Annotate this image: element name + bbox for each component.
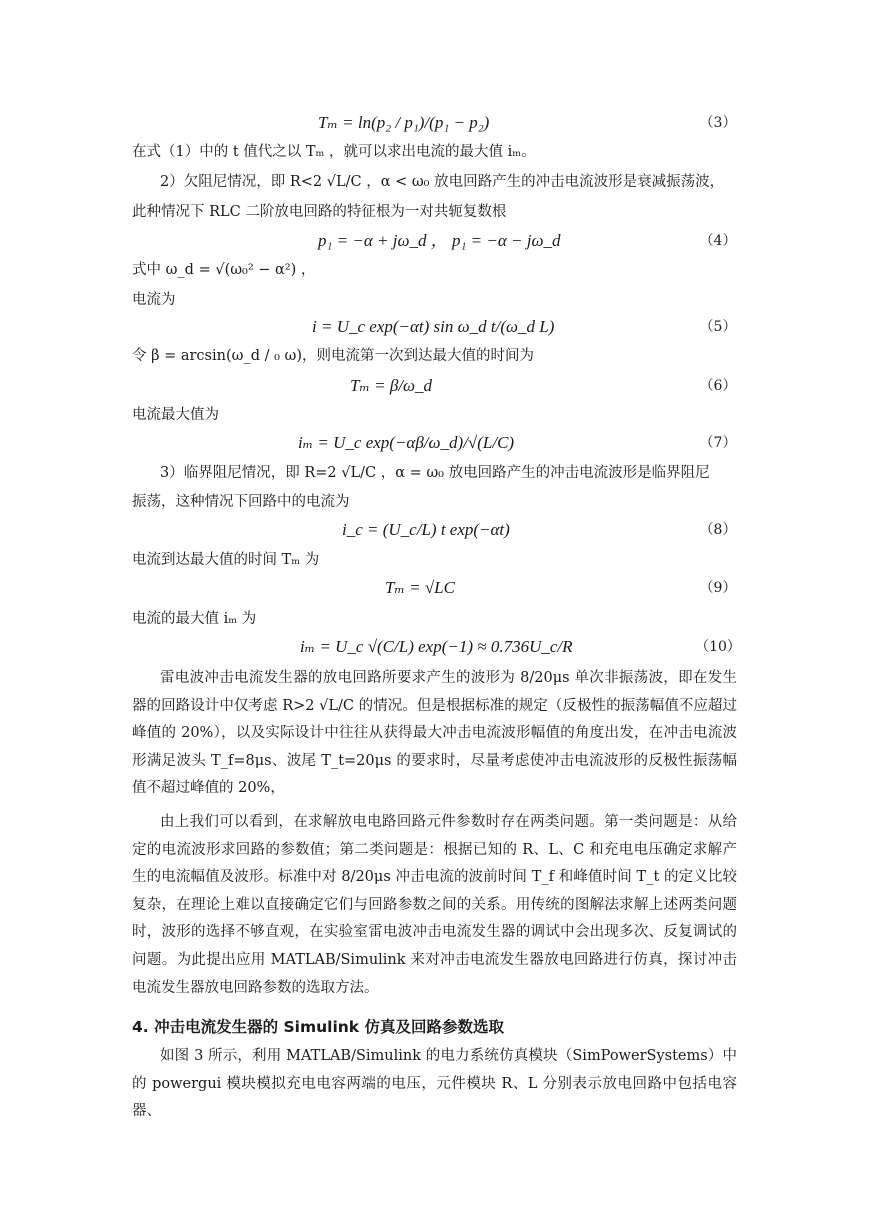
critical-damping-line2: 振荡，这种情况下回路中的电流为: [132, 494, 350, 510]
beta-definition: 令 β = arcsin(ω_d / ₀ ω)，则电流第一次到达最大值的时间为: [132, 348, 534, 364]
paragraph-parameter-problems: 由上我们可以看到，在求解放电电路回路元件参数时存在两类问题。第一类问题是：从给定的电流波形求回路的参数值；第二类问题是：根据已知的 R、L、C 和充电电压确定求解产生的电流幅值及波形。标准中对 8/20μs 冲击电流的波前时间 T_f 和峰值时间 T_t 的定义比较复杂，在理论上难以直接确定它们与回路参数之间的关系。用传统的图解法求解上述两类问题时，波形的选择不够直观，在实验室雷电波冲击电流发生器的调试中会出现多次、反复调试的问题。为此提出应用 MATLAB/Simulink 来对冲击电流发生器放电回路进行仿真，探讨冲击电流发生器放电回路参数的选取方法。: [132, 814, 737, 996]
equation-number-9: （9）: [699, 580, 737, 596]
equation-number-4: （4）: [699, 233, 737, 249]
max-current-label: 电流最大值为: [132, 407, 219, 423]
underdamped-case-line1: 2）欠阻尼情况，即 R<2 √L/C ，α < ω₀ 放电回路产生的冲击电流波形是衰减振荡波，: [160, 174, 725, 190]
equation-5: i = U_c exp(−αt) sin ω_d t/(ω_d L): [312, 317, 555, 336]
paragraph-simulink-model: 如图 3 所示，利用 MATLAB/Simulink 的电力系统仿真模块（SimPowerSystems）中的 powergui 模块模拟充电电容两端的电压，元件模块 R、L 分别表示放电回路中包括电容器、: [132, 1048, 737, 1120]
equation-4: p₁ = −α + jω_d ， p₁ = −α − jω_d: [318, 231, 561, 250]
peak-current-label: 电流的最大值 iₘ 为: [132, 611, 257, 627]
equation-number-7: （7）: [699, 435, 737, 451]
equation-number-8: （8）: [699, 522, 737, 538]
section-heading: 4. 冲击电流发生器的 Simulink 仿真及回路参数选取: [132, 1018, 504, 1036]
paragraph-waveform-requirement: 雷电波冲击电流发生器的放电回路所要求产生的波形为 8/20μs 单次非振荡波，即在发生器的回路设计中仅考虑 R>2 √L/C 的情况。但是根据标准的规定（反极性的振荡幅值不应超过峰值的 20%），以及实际设计中往往从获得最大冲击电流波形幅值的角度出发，在冲击电流波形满足波头 T_f=8μs、波尾 T_t=20μs 的要求时，尽量考虑使冲击电流波形的反极性振荡幅值不超过峰值的 20%，: [132, 670, 737, 797]
underdamped-case-line2: 此种情况下 RLC 二阶放电回路的特征根为一对共轭复数根: [132, 204, 507, 220]
equation-number-10: （10）: [695, 639, 741, 655]
equation-6: Tₘ = β/ω_d: [350, 376, 433, 395]
equation-10: iₘ = U_c √(C/L) exp(−1) ≈ 0.736U_c/R: [300, 637, 573, 656]
current-label: 电流为: [132, 292, 176, 308]
equation-number-3: （3）: [699, 115, 737, 131]
equation-8: i_c = (U_c/L) t exp(−αt): [342, 520, 510, 539]
equation-9: Tₘ = √LC: [385, 578, 455, 597]
peak-time-label: 电流到达最大值的时间 Tₘ 为: [132, 552, 320, 568]
equation-number-5: （5）: [699, 319, 737, 335]
equation-number-6: （6）: [699, 378, 737, 394]
equation-3: Tₘ = ln(p₂ / p₁)/(p₁ − p₂): [318, 113, 490, 132]
equation-7: iₘ = U_c exp(−αβ/ω_d)/√(L/C): [298, 433, 515, 452]
critical-damping-line1: 3）临界阻尼情况，即 R=2 √L/C ，α = ω₀ 放电回路产生的冲击电流波形是临界阻尼: [160, 465, 710, 481]
omega-definition: 式中 ω_d = √(ω₀² − α²) ，: [132, 262, 316, 278]
text-after-eq3: 在式（1）中的 t 值代之以 Tₘ ，就可以求出电流的最大值 iₘ。: [132, 144, 536, 160]
